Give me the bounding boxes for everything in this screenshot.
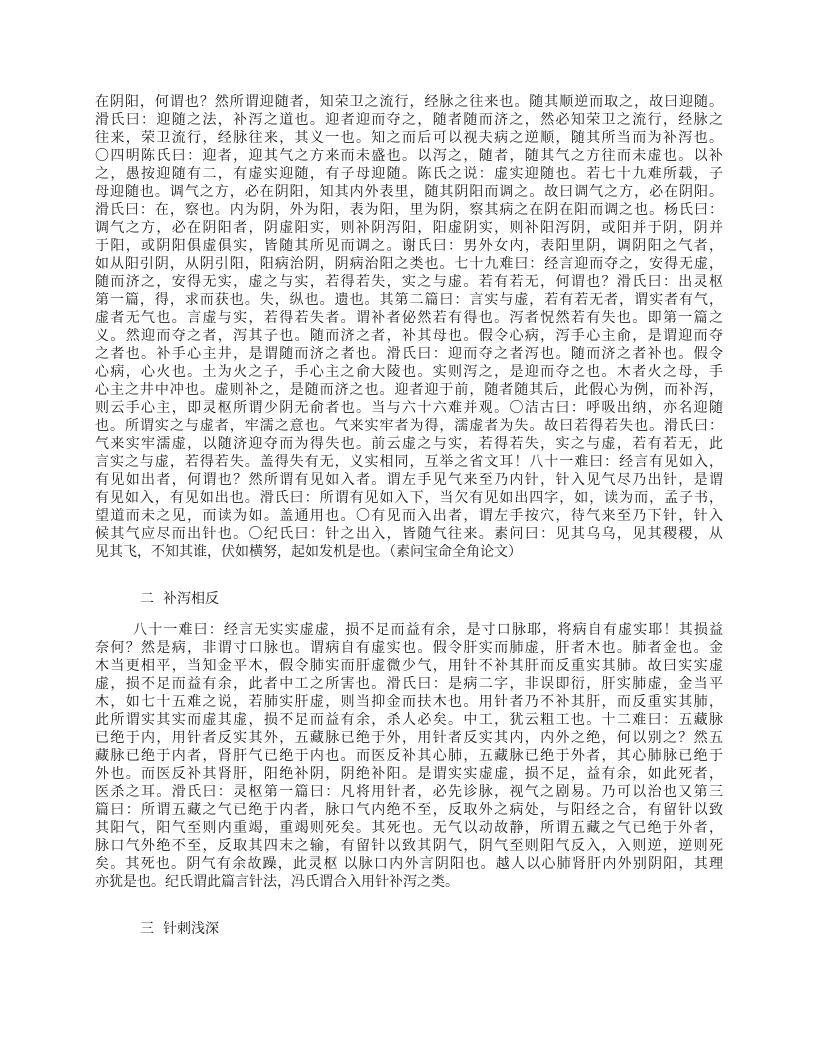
text-line: 〇四明陈氏曰：迎者，迎其气之方来而未盛也。以泻之，随者，随其气之方往而未虚也。以补 xyxy=(95,149,723,164)
text-line: 义。然迎而夺之者，泻其子也。随而济之者，补其母也。假令心病，泻手心主俞，是谓迎而夺 xyxy=(95,329,723,344)
text-line: 滑氏曰：在，察也。内为阴，外为阳，表为阳，里为阴，察其病之在阴在阳而调之也。杨氏曰： xyxy=(95,203,723,218)
section-heading-3 xyxy=(95,921,723,939)
text-line: 外也。而医反补其肾肝，阳绝补阴，阴绝补阳。是谓实实虚虚，损不足，益有余，如此死者， xyxy=(95,767,723,782)
text-line: 脉口气外绝不至，反取其四末之输，有留针以致其阴气，阴气至则阳气反入，入则逆，逆则死 xyxy=(95,839,723,854)
text-line: 则云手心主，即灵枢所谓少阴无俞者也。当与六十六难并观。〇洁古曰：呼吸出纳，亦名迎随 xyxy=(95,401,723,416)
text-line: 滑氏曰：迎随之法，补泻之道也。迎者迎而夺之，随者随而济之，然必知荣卫之流行，经脉之 xyxy=(95,113,723,128)
text-line: 候其气应尽而出针也。〇纪氏曰：针之出入，皆随气往来。素问曰：见其乌乌，见其稷稷，从 xyxy=(95,527,723,542)
paragraph-continuation xyxy=(95,94,723,562)
text-line: 之，愚按迎随有二，有虚实迎随，有子母迎随。陈氏之说：虚实迎随也。若七十九难所载，子 xyxy=(95,167,723,182)
text-line: 木，如七十五难之说，若肺实肝虚，则当抑金而扶木也。用针者乃不补其肝，而反重实其肺， xyxy=(95,695,723,710)
text-line: 木当更相平，当知金平木，假令肺实而肝虚微少气，用针不补其肝而反重实其肺。故曰实实虚 xyxy=(95,659,723,674)
text-line: 第一篇，得，求而获也。失，纵也。遗也。其第二篇曰：言实与虚，若有若无者，谓实者有气， xyxy=(95,293,723,308)
text-line: 在阴阳，何谓也？然所谓迎随者，知荣卫之流行，经脉之往来也。随其顺逆而取之，故曰迎随。 xyxy=(95,95,723,110)
text-column xyxy=(95,94,723,952)
text-line: 望道而未之见，而读为如。盖通用也。〇有见而入出者，谓左手按穴，待气来至乃下针，针入 xyxy=(95,509,723,524)
text-line: 随而济之，安得无实，虚之与实，若得若失，实之与虚。若有若无，何谓也？滑氏曰：出灵枢 xyxy=(95,275,723,290)
text-line: 心病，心火也。土为火之子，手心主之俞大陵也。实则泻之，是迎而夺之也。木者火之母，手 xyxy=(95,365,723,380)
text-line: 也。所谓实之与虚者，牢濡之意也。气来实牢者为得，濡虚者为失。故曰若得若失也。滑氏曰： xyxy=(95,419,723,434)
text-line: 有见如入，有见如出也。滑氏曰：所谓有见如入下，当欠有见如出四字，如，读为而，孟子书， xyxy=(95,491,723,506)
text-line: 亦犹是也。纪氏谓此篇言针法，冯氏谓合入用针补泻之类。 xyxy=(95,875,459,890)
section-title: 针刺浅深 xyxy=(163,922,219,937)
text-line: 于阳，或阴阳俱虚俱实，皆随其所见而调之。谢氏曰：男外女内，表阳里阴，调阴阳之气者， xyxy=(95,239,723,254)
text-line: 言实之与虚，若得若失。盖得失有无，义实相同，互举之省文耳！八十一难曰：经言有见如入， xyxy=(95,455,723,470)
text-line: 母迎随也。调气之方，必在阴阳，知其内外表里，随其阴阳而调之。故曰调气之方，必在阴阳。 xyxy=(95,185,723,200)
paragraph xyxy=(95,622,723,892)
text-line: 之者也。补手心主井，是谓随而济之者也。滑氏曰：迎而夺之者泻也。随而济之者补也。假令 xyxy=(95,347,723,362)
text-line: 往来，荣卫流行，经脉往来，其义一也。知之而后可以视夫病之逆顺，随其所当而为补泻也。 xyxy=(95,131,723,146)
text-line: 气来实牢濡虚，以随济迎夺而为得失也。前云虚之与实，若得若失，实之与虚，若有若无，此 xyxy=(95,437,723,452)
text-line: 已绝于内，用针者反实其外，五藏脉已绝于外，用针者反实其内，内外之绝，何以别之？然五 xyxy=(95,731,723,746)
section-heading-2 xyxy=(95,591,723,609)
text-line: 藏脉已绝于内者，肾肝气已绝于内也。而医反补其心肺，五藏脉已绝于外者，其心肺脉已绝于 xyxy=(95,749,723,764)
text-line: 其阳气，阳气至则内重竭，重竭则死矣。其死也。无气以动故静，所谓五藏之气已绝于外者， xyxy=(95,821,723,836)
text-line: 矣。其死也。阴气有余故躁，此灵枢 以脉口内外言阴阳也。越人以心肺肾肝内外别阴阳，其理 xyxy=(95,857,723,872)
text-line: 如从阳引阴，从阴引阳，阳病治阴，阴病治阳之类也。七十九难曰：经言迎而夺之，安得无虚， xyxy=(95,257,723,272)
text-line: 有见如出者，何谓也？然所谓有见如入者。谓左手见气来至乃内针，针入见气尽乃出针，是谓 xyxy=(95,473,723,488)
text-line: 奈何？然是病，非谓寸口脉也。谓病自有虚实也。假令肝实而肺虚，肝者木也。肺者金也。金 xyxy=(95,641,723,656)
section-title: 补泻相反 xyxy=(163,592,219,607)
text-line: 篇曰：所谓五藏之气已绝于内者，脉口气内绝不至，反取外之病处，与阳经之合，有留针以致 xyxy=(95,803,723,818)
text-line: 心主之井中冲也。虚则补之，是随而济之也。迎者迎于前，随者随其后，此假心为例，而补泻， xyxy=(95,383,723,398)
text-line: 调气之方，必在阴阳者，阴虚阳实，则补阴泻阳，阳虚阴实，则补阳泻阴，或阳并于阴，阴并 xyxy=(95,221,723,236)
text-line: 此所谓实其实而虚其虚，损不足而益有余，杀人必矣。中工，犹云粗工也。十二难曰：五藏脉 xyxy=(95,713,723,728)
section-number: 三 xyxy=(140,922,154,937)
section-number: 二 xyxy=(140,592,154,607)
text-line: 虚者无气也。言虚与实，若得若失者。谓补者佖然若有得也。泻者怳然若有失也。即第一篇之 xyxy=(95,311,723,326)
text-line: 八十一难曰：经言无实实虚虚，损不足而益有余，是寸口脉耶，将病自有虚实耶！其损益 xyxy=(133,623,723,638)
text-line: 虚，损不足而益有余，此者中工之所害也。滑氏曰：是病二字，非误即衍，肝实肺虚，金当平 xyxy=(95,677,723,692)
text-line: 见其飞，不知其谁，伏如横努，起如发机是也。（素问宝命全角论文） xyxy=(95,545,522,560)
text-line: 医杀之耳。滑氏曰：灵枢第一篇曰：凡将用针者，必先诊脉，视气之剧易。乃可以治也又第三 xyxy=(95,785,723,800)
